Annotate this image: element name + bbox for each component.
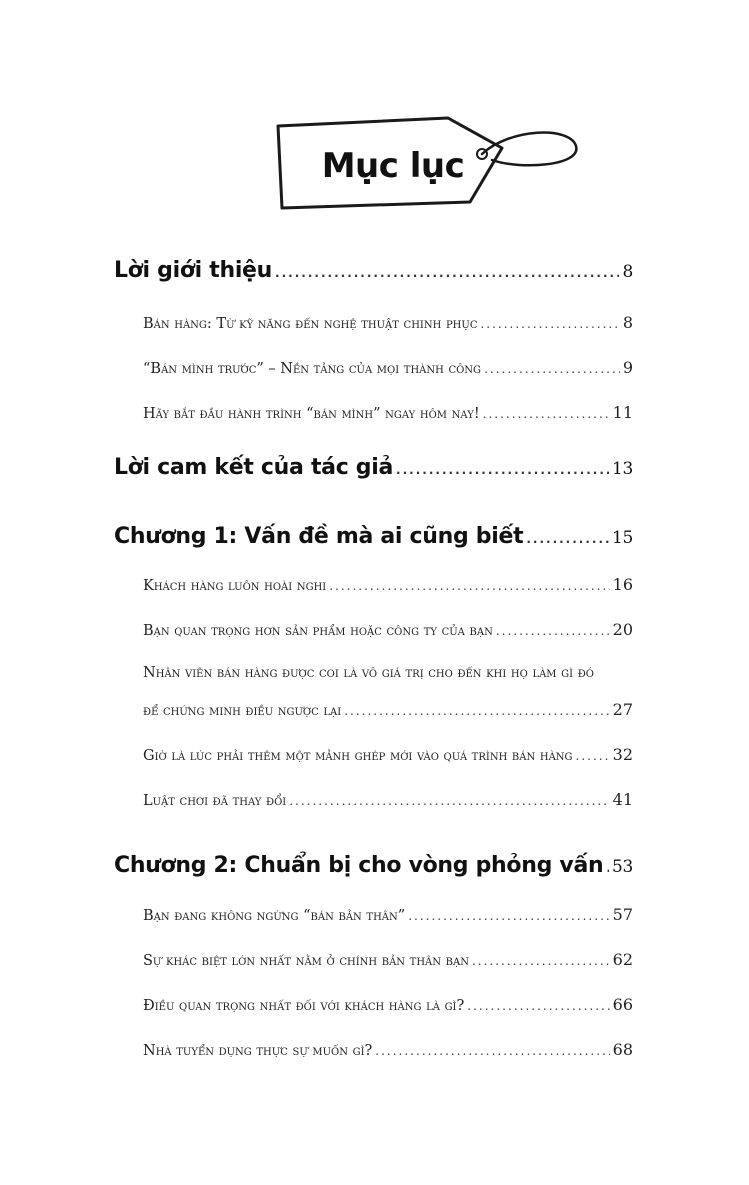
toc-page-number: 11: [612, 403, 633, 422]
toc-subentry[interactable]: [143, 950, 633, 969]
dot-leader: [344, 704, 609, 718]
toc-subentry[interactable]: [143, 995, 633, 1014]
dot-leader: [289, 794, 609, 808]
dot-leader: [467, 999, 609, 1013]
toc-entry-title: Chương 1: Vấn đề mà ai cũng biết: [114, 524, 524, 549]
toc-subentry[interactable]: [143, 358, 633, 377]
toc-subentry[interactable]: [143, 575, 633, 594]
dot-leader: [329, 579, 609, 593]
toc-subentry-label: Luật chơi đã thay đổi: [143, 793, 287, 809]
toc-page-number: 16: [612, 575, 633, 594]
toc-subentry-label: “Bán mình trước” – Nền tảng của mọi thành công: [143, 361, 482, 377]
toc-entry-title: Lời giới thiệu: [114, 258, 273, 283]
toc-entry-chapter-1[interactable]: [114, 524, 633, 549]
dot-leader: [375, 1044, 609, 1058]
toc-entry-commitment[interactable]: [114, 455, 633, 480]
toc-entry-chapter-2[interactable]: [114, 853, 633, 878]
dot-leader: [480, 317, 619, 331]
toc-page-number: 13: [611, 459, 633, 479]
toc-subentry[interactable]: [143, 790, 633, 809]
toc-subentry-label: Bán hàng: Từ kỹ năng đến nghệ thuật chinh phục: [143, 316, 478, 332]
toc-page-number: 9: [622, 358, 633, 377]
dot-leader: [526, 532, 609, 546]
toc-subentry-label: Bạn đang không ngừng “bán bản thân”: [143, 908, 406, 924]
dot-leader: [275, 266, 619, 280]
toc-entry-title: Lời cam kết của tác giả: [114, 455, 394, 480]
toc-subentry[interactable]: [143, 905, 633, 924]
toc-subentry-label-line-1[interactable]: Nhân viên bán hàng được coi là vô giá trị cho đến khi họ làm gì đó: [143, 665, 594, 681]
dot-leader: [484, 362, 620, 376]
toc-subentry-label: Sự khác biệt lớn nhất nằm ở chính bản thân bạn: [143, 953, 469, 969]
toc-subentry-label: Bạn quan trọng hơn sản phẩm hoặc công ty của bạn: [143, 623, 493, 639]
toc-header-tag: [270, 108, 590, 218]
toc-page-number: 15: [611, 528, 633, 548]
dot-leader: [408, 909, 609, 923]
toc-subentry[interactable]: [143, 745, 633, 764]
toc-page-number: 57: [612, 905, 633, 924]
toc-subentry-label: Giờ là lúc phải thêm một mảnh ghép mới vào quá trình bán hàng: [143, 748, 573, 764]
toc-subentry-label: Khách hàng luôn hoài nghi: [143, 578, 327, 594]
toc-subentry[interactable]: [143, 700, 633, 719]
toc-page-number: 62: [612, 950, 633, 969]
toc-page-number: 68: [612, 1040, 633, 1059]
toc-page-number: 27: [612, 700, 633, 719]
dot-leader: [483, 407, 610, 421]
toc-subentry[interactable]: [143, 620, 633, 639]
toc-page-number: 53: [611, 857, 633, 877]
dot-leader: [496, 624, 610, 638]
toc-subentry[interactable]: [143, 1040, 633, 1059]
toc-page-number: 41: [612, 790, 633, 809]
dot-leader: [396, 463, 609, 477]
dot-leader: [606, 861, 609, 875]
dot-leader: [576, 749, 610, 763]
toc-page-number: 66: [612, 995, 633, 1014]
toc-page-number: 8: [622, 262, 633, 282]
toc-subentry-label: để chứng minh điều ngược lại: [143, 703, 342, 719]
toc-page-number: 20: [612, 620, 633, 639]
toc-entry-intro[interactable]: [114, 258, 633, 283]
page-title: Mục lục: [321, 146, 465, 186]
toc-subentry-label: Hãy bắt đầu hành trình “bán mình” ngay hôm nay!: [143, 406, 480, 422]
toc-subentry-label: Nhà tuyển dụng thực sự muốn gì?: [143, 1043, 373, 1059]
toc-page-number: 8: [622, 313, 633, 332]
toc-page-number: 32: [612, 745, 633, 764]
dot-leader: [472, 954, 610, 968]
toc-entry-title: Chương 2: Chuẩn bị cho vòng phỏng vấn: [114, 853, 604, 878]
toc-subentry-label: Điều quan trọng nhất đối với khách hàng là gì?: [143, 998, 465, 1014]
toc-subentry[interactable]: [143, 403, 633, 422]
toc-subentry[interactable]: [143, 313, 633, 332]
